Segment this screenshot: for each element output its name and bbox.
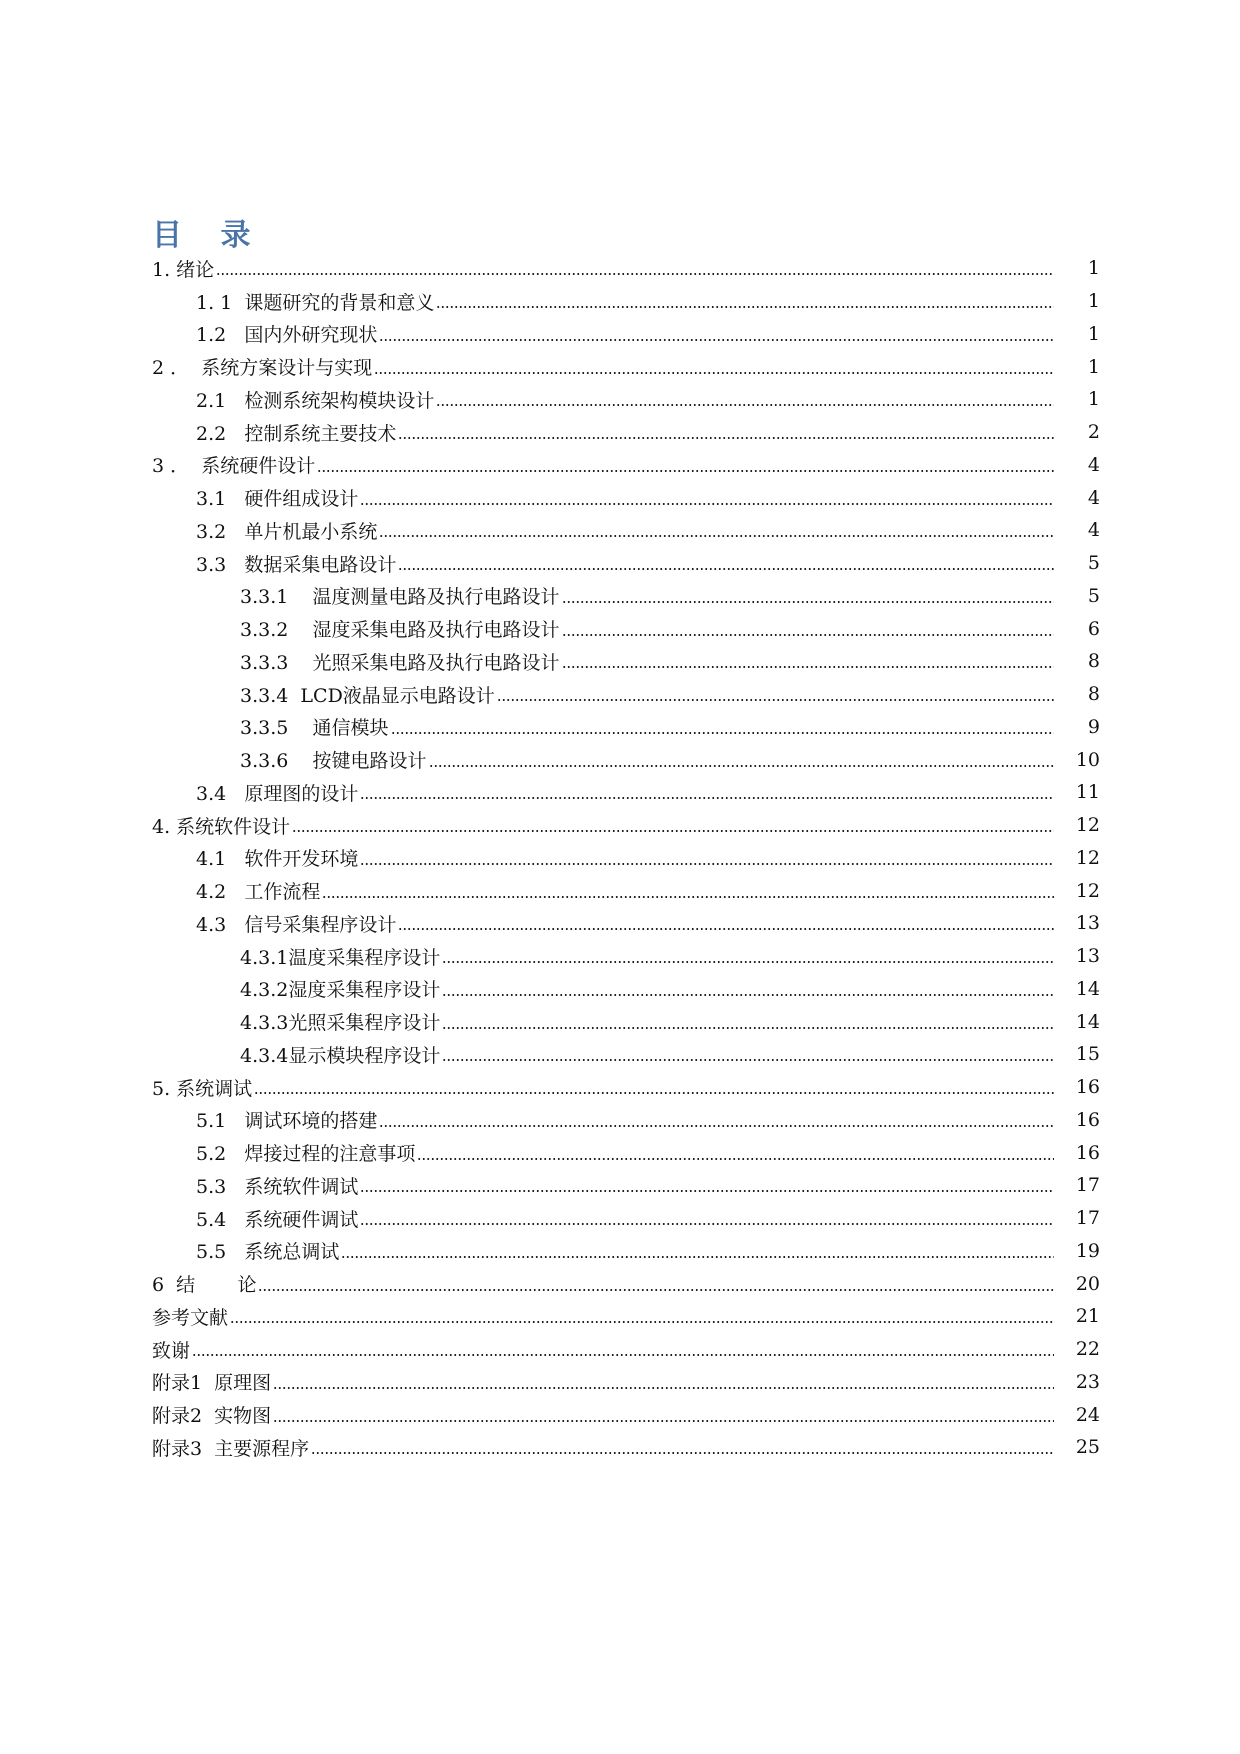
toc-entry[interactable] (152, 645, 1100, 678)
toc-entry[interactable] (152, 1366, 1100, 1399)
dot-leader (398, 422, 1054, 442)
toc-entry-label: 3.3.4 LCD液晶显示电路设计 (240, 681, 497, 708)
toc-title: 目 录 (152, 218, 265, 253)
toc-page-number: 15 (1075, 1043, 1100, 1066)
toc-entry-label: 2.1 检测系统架构模块设计 (196, 386, 436, 413)
toc-entry-label: 1. 1 课题研究的背景和意义 (196, 288, 436, 315)
toc-entry-label: 5.3 系统软件调试 (196, 1172, 360, 1199)
toc-entry-label: 3.1 硬件组成设计 (196, 484, 360, 511)
toc-page-number: 1 (1087, 290, 1100, 313)
toc-entry-label: 1.2 国内外研究现状 (196, 320, 379, 347)
toc-page-number: 4 (1087, 453, 1100, 476)
toc-entry-label: 5.2 焊接过程的注意事项 (196, 1139, 417, 1166)
dot-leader (360, 1175, 1054, 1195)
toc-entry-label: 4.2 工作流程 (196, 877, 322, 904)
toc-page-number: 23 (1075, 1370, 1100, 1393)
toc-entry-label: 2 ． 系统方案设计与实现 (152, 353, 374, 380)
toc-entry-label: 4.3 信号采集程序设计 (196, 910, 398, 937)
dot-leader (360, 1208, 1054, 1228)
toc-page-number: 4 (1087, 486, 1100, 509)
toc-entry-label: 4.3.1温度采集程序设计 (240, 943, 442, 970)
toc-entry[interactable] (152, 940, 1100, 973)
toc-entry-label: 附录1 原理图 (152, 1368, 273, 1395)
dot-leader (273, 1405, 1054, 1425)
dot-leader (497, 684, 1054, 704)
dot-leader (417, 1143, 1054, 1163)
dot-leader (360, 782, 1054, 802)
dot-leader (429, 750, 1054, 770)
dot-leader (442, 1012, 1054, 1032)
dot-leader (436, 291, 1054, 311)
toc-page-number: 17 (1075, 1207, 1100, 1230)
toc-entry[interactable] (152, 318, 1100, 351)
toc-entry-label: 1. 绪论 (152, 255, 216, 282)
toc-page-number: 12 (1075, 879, 1100, 902)
dot-leader (360, 488, 1054, 508)
toc-entry-label: 3.4 原理图的设计 (196, 779, 360, 806)
toc-entry[interactable] (152, 809, 1100, 842)
dot-leader (398, 913, 1054, 933)
toc-page-number: 12 (1075, 814, 1100, 837)
toc-page-number: 8 (1087, 650, 1100, 673)
toc-page-number: 24 (1075, 1403, 1100, 1426)
toc-entry-label: 4.3.2湿度采集程序设计 (240, 975, 442, 1002)
dot-leader (562, 586, 1054, 606)
toc-entry[interactable] (152, 874, 1100, 907)
dot-leader (317, 455, 1054, 475)
toc-entry-label: 附录2 实物图 (152, 1401, 273, 1428)
dot-leader (254, 1077, 1054, 1097)
toc-page-number: 1 (1087, 388, 1100, 411)
toc-entry-label: 3.3.2 湿度采集电路及执行电路设计 (240, 615, 562, 642)
toc-entry-label: 4. 系统软件设计 (152, 812, 292, 839)
dot-leader (311, 1437, 1054, 1457)
dot-leader (258, 1274, 1054, 1294)
toc-entry[interactable] (152, 1431, 1100, 1464)
toc-page-number: 8 (1087, 683, 1100, 706)
toc-entry[interactable] (152, 711, 1100, 744)
toc-entry[interactable] (152, 1267, 1100, 1300)
toc-entry-label: 2.2 控制系统主要技术 (196, 419, 398, 446)
toc-page-number: 16 (1075, 1108, 1100, 1131)
toc-page-number: 20 (1075, 1272, 1100, 1295)
toc-entry[interactable] (152, 1333, 1100, 1366)
toc-page-number: 19 (1075, 1239, 1100, 1262)
dot-leader (379, 324, 1054, 344)
toc-entry[interactable] (152, 1398, 1100, 1431)
toc-entry[interactable] (152, 612, 1100, 645)
dot-leader (192, 1339, 1054, 1359)
toc-page-number: 16 (1075, 1076, 1100, 1099)
toc-entry-label: 3.3.6 按键电路设计 (240, 746, 429, 773)
toc-page-number: 12 (1075, 846, 1100, 869)
toc-entry-label: 3.3.5 通信模块 (240, 713, 391, 740)
toc-entry-label: 6 结 论 (152, 1270, 258, 1297)
dot-leader (292, 815, 1054, 835)
toc-page-number: 10 (1075, 748, 1100, 771)
dot-leader (230, 1306, 1054, 1326)
toc-entry[interactable] (152, 580, 1100, 613)
toc-entry[interactable] (152, 514, 1100, 547)
toc-entry[interactable] (152, 285, 1100, 318)
dot-leader (341, 1241, 1054, 1261)
toc-entry[interactable] (152, 1104, 1100, 1137)
toc-entry-label: 4.3.3光照采集程序设计 (240, 1008, 442, 1035)
toc-page-number: 21 (1075, 1305, 1100, 1328)
toc-entry[interactable] (152, 449, 1100, 482)
toc-page-number: 6 (1087, 617, 1100, 640)
toc-page-number: 1 (1087, 257, 1100, 280)
dot-leader (379, 520, 1054, 540)
toc-entry-label: 5.5 系统总调试 (196, 1237, 341, 1264)
toc-entry[interactable] (152, 416, 1100, 449)
toc-entry[interactable] (152, 1071, 1100, 1104)
toc-page-number: 14 (1075, 977, 1100, 1000)
dot-leader (398, 553, 1054, 573)
toc-page-number: 2 (1087, 421, 1100, 444)
toc-entry-label: 5.4 系统硬件调试 (196, 1205, 360, 1232)
toc-page-number: 5 (1087, 584, 1100, 607)
toc-entry[interactable] (152, 1169, 1100, 1202)
dot-leader (391, 717, 1054, 737)
dot-leader (216, 258, 1054, 278)
toc-entry[interactable] (152, 842, 1100, 875)
toc-entry[interactable] (152, 350, 1100, 383)
toc-page-number: 13 (1075, 945, 1100, 968)
dot-leader (442, 946, 1054, 966)
toc-entry-label: 3 ． 系统硬件设计 (152, 451, 317, 478)
toc-entry-label: 3.2 单片机最小系统 (196, 517, 379, 544)
toc-entry[interactable] (152, 547, 1100, 580)
toc-entry[interactable] (152, 1202, 1100, 1235)
toc-page-number: 11 (1075, 781, 1100, 804)
dot-leader (562, 619, 1054, 639)
toc-entry-label: 3.3 数据采集电路设计 (196, 550, 398, 577)
toc-entry[interactable] (152, 1235, 1100, 1268)
dot-leader (374, 357, 1054, 377)
toc-entry-label: 参考文献 (152, 1303, 230, 1330)
toc-entry[interactable] (152, 1300, 1100, 1333)
toc-entry[interactable] (152, 1136, 1100, 1169)
toc-page-number: 5 (1087, 552, 1100, 575)
dot-leader (442, 979, 1054, 999)
toc-entry[interactable] (152, 743, 1100, 776)
toc-page-number: 17 (1075, 1174, 1100, 1197)
toc-entry[interactable] (152, 776, 1100, 809)
toc-entry-label: 5.1 调试环境的搭建 (196, 1106, 379, 1133)
toc-entry-label: 附录3 主要源程序 (152, 1434, 311, 1461)
toc-entry-label: 致谢 (152, 1336, 192, 1363)
dot-leader (562, 651, 1054, 671)
toc-entry[interactable] (152, 973, 1100, 1006)
dot-leader (360, 848, 1054, 868)
toc-page-number: 22 (1075, 1338, 1100, 1361)
toc-page-number: 13 (1075, 912, 1100, 935)
dot-leader (379, 1110, 1054, 1130)
toc-entry[interactable] (152, 481, 1100, 514)
toc-page-number: 14 (1075, 1010, 1100, 1033)
table-of-contents (152, 252, 1100, 1464)
toc-page-number: 25 (1075, 1436, 1100, 1459)
toc-entry[interactable] (152, 383, 1100, 416)
toc-entry-label: 4.1 软件开发环境 (196, 844, 360, 871)
toc-page-number: 9 (1087, 715, 1100, 738)
toc-entry-label: 3.3.3 光照采集电路及执行电路设计 (240, 648, 562, 675)
dot-leader (442, 1044, 1054, 1064)
toc-entry-label: 4.3.4显示模块程序设计 (240, 1041, 442, 1068)
toc-entry[interactable] (152, 1038, 1100, 1071)
toc-page-number: 1 (1087, 355, 1100, 378)
toc-entry[interactable] (152, 1005, 1100, 1038)
toc-entry[interactable] (152, 678, 1100, 711)
dot-leader (436, 389, 1054, 409)
toc-entry-label: 3.3.1 温度测量电路及执行电路设计 (240, 582, 562, 609)
toc-entry[interactable] (152, 907, 1100, 940)
dot-leader (322, 881, 1054, 901)
toc-page-number: 4 (1087, 519, 1100, 542)
toc-page-number: 16 (1075, 1141, 1100, 1164)
toc-entry-label: 5. 系统调试 (152, 1074, 254, 1101)
dot-leader (273, 1372, 1054, 1392)
toc-entry[interactable] (152, 252, 1100, 285)
toc-page-number: 1 (1087, 322, 1100, 345)
